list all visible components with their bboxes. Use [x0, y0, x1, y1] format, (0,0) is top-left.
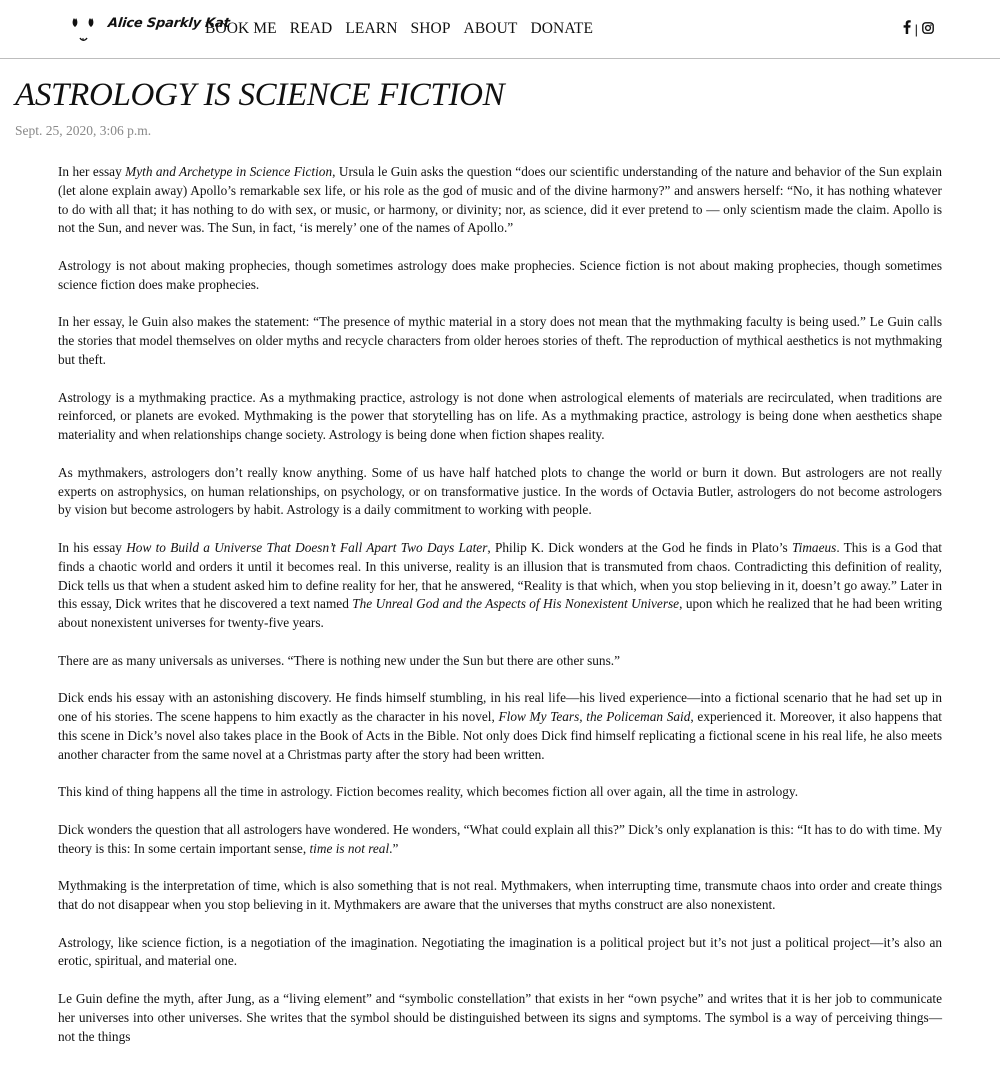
- logo-text: Alice Sparkly Kat: [107, 16, 231, 31]
- nav-donate[interactable]: DONATE: [530, 20, 594, 37]
- article-paragraph: In her essay Myth and Archetype in Science Fiction, Ursula le Guin asks the question “does our scientific understanding of the nature and behavior of the Sun explain (let alone explain away) Apollo’s remarkable sex life, or his role as the god of music and of the divine harmony?” and answers herself: “No, it has nothing whatever to do with all that; it has nothing to do with sex, or music, or harmony, or divinity; nor, as science, did it ever pretend to — only scientism made the claim. Apollo is not the Sun, and never was. The Sun, in fact, ‘is merely’ one of the names of Apollo.”: [58, 164, 942, 236]
- nav-learn[interactable]: LEARN: [345, 20, 398, 37]
- article-paragraph: Astrology is a mythmaking practice. As a mythmaking practice, astrology is not done when astrological elements of materials are recirculated, when traditions are reinforced, or planets are evoked. Mythmaking is the power that storytelling has on life. As a mythmaking practice, astrology is being done when aesthetics shape materiality and when relationships change society. Astrology is being done when fiction shapes reality.: [58, 389, 942, 443]
- nav-book-me[interactable]: BOOK ME: [205, 20, 277, 37]
- article-paragraph: Astrology is not about making prophecies, though sometimes astrology does make prophecies. Science fiction is not about making prophecies, though sometimes science fiction does make prophecies.: [58, 257, 942, 292]
- article-paragraph: In her essay, le Guin also makes the statement: “The presence of mythic material in a story does not mean that the mythmaking faculty is being used.” Le Guin calls the stories that model themselves on older myths and recycle characters from older heroes stories of theft. The reproduction of mythical aesthetics is not mythmaking but theft.: [58, 314, 942, 367]
- article-paragraph: In his essay How to Build a Universe That Doesn’t Fall Apart Two Days Later, Philip K. Dick wonders at the God he finds in Plato’s Timaeus. This is a God that finds a chaotic world and orders it until it becomes real. In this universe, reality is an illusion that is transmuted from chaos. Contradicting this definition of reality, Dick tells us that when a student asked him to define reality for her, that he answered, “Reality is that which, when you stop believing in it, doesn’t go away.” Later in this essay, Dick writes that he discovered a text named The Unreal God and the Aspects of His Nonexistent Universe, upon which he realized that he had been writing about nonexistent universes for twenty-five years.: [58, 539, 942, 631]
- article-paragraph: Astrology, like science fiction, is a negotiation of the imagination. Negotiating the imagination is a political project but it’s not just a political project—it’s also an erotic, spiritual, and material one.: [58, 934, 942, 969]
- article-paragraph: Dick ends his essay with an astonishing discovery. He finds himself stumbling, in his real life—his lived experience—into a fictional scenario that he had set up in one of his stories. The scene happens to him exactly as the character in his novel, Flow My Tears, the Policeman Said, experienced it. Moreover, it also happens that this scene in Dick’s novel also takes place in the Book of Acts in the Bible. Not only does Dick find himself replicating a fictional scene in his real life, he also meets another character from the same novel at a Christmas party after the story had been written.: [58, 690, 943, 762]
- facebook-icon[interactable]: [903, 20, 911, 39]
- cat-face-icon: [70, 12, 104, 46]
- nav-shop[interactable]: SHOP: [410, 20, 451, 37]
- nav-read[interactable]: READ: [289, 20, 333, 37]
- site-header: [0, 0, 1000, 59]
- article-paragraph: Mythmaking is the interpretation of time, which is also something that is not real. Mythmakers, when interrupting time, transmute chaos into order and create things that do not disappear when you stop believing in it. Mythmakers are aware that the universes that myths construct are also nonexistent.: [58, 878, 942, 913]
- page-title: ASTROLOGY IS SCIENCE FICTION: [15, 77, 505, 113]
- article-paragraph: There are as many universals as universes. “There is nothing new under the Sun but there are other suns.”: [58, 652, 620, 668]
- main-nav: [205, 20, 593, 38]
- nav-about[interactable]: ABOUT: [463, 20, 518, 37]
- social-separator: |: [914, 22, 918, 37]
- article-paragraph: Dick wonders the question that all astrologers have wondered. He wonders, “What could explain all this?” Dick’s only explanation is this: “It has to do with time. My theory is this: In some certain important sense, time is not real.”: [58, 821, 942, 856]
- article-paragraph: Le Guin define the myth, after Jung, as a “living element” and “symbolic constellation” that exists in her “own psyche” and writes that it is her job to communicate her universes into other universes. She writes that the symbol should be distinguished between its signs and symptoms. The symbol is a way of perceiving things—not the things: [58, 991, 942, 1044]
- article-paragraph: As mythmakers, astrologers don’t really know anything. Some of us have half hatched plots to change the world or burn it down. But astrologers are not really experts on astrophysics, on human relationships, on psychology, or on transformative justice. In the words of Octavia Butler, astrologers do not become astrologers by vision but become astrologers by habit. Astrology is a daily commitment to working with people.: [58, 464, 942, 518]
- article-paragraph: This kind of thing happens all the time in astrology. Fiction becomes reality, which becomes fiction all over again, all the time in astrology.: [58, 784, 799, 800]
- instagram-icon[interactable]: [922, 21, 934, 39]
- post-date: Sept. 25, 2020, 3:06 p.m.: [15, 123, 152, 138]
- social-links: [903, 20, 934, 39]
- article-body: [58, 163, 942, 1065]
